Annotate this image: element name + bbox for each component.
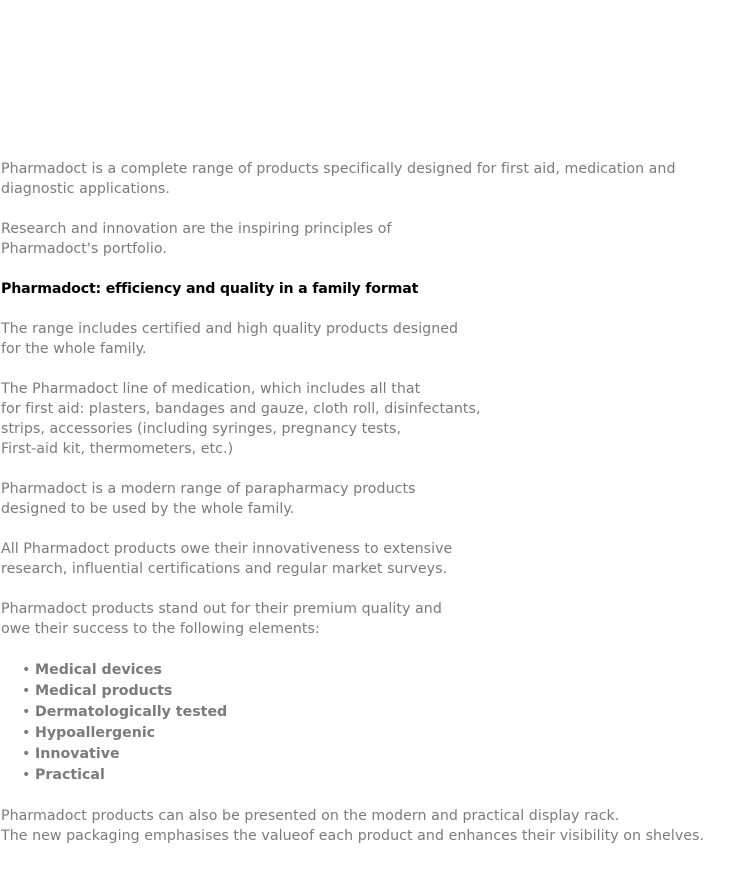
feature-label: Medical devices (35, 662, 162, 678)
text-line: diagnostic applications. (1, 181, 170, 197)
section-heading: Pharmadoct: efficiency and quality in a family format (1, 281, 419, 297)
text-line: strips, accessories (including syringes, pregnancy tests, (1, 421, 402, 437)
range-paragraph (1, 319, 741, 359)
bullet-icon: • (22, 767, 31, 783)
innovation-paragraph (1, 539, 741, 579)
text-line: designed to be used by the whole family. (1, 501, 295, 517)
spacer (1, 359, 741, 379)
text-line: The new packaging emphasises the valueof each product and enhances their visibility on shelves. (1, 828, 705, 844)
intro-paragraph-1 (1, 159, 741, 199)
list-item (1, 765, 741, 786)
feature-label: Innovative (35, 746, 120, 762)
feature-label: Medical products (35, 683, 173, 699)
text-line: The Pharmadoct line of medication, which includes all that (1, 381, 421, 397)
feature-label: Hypoallergenic (35, 725, 156, 741)
text-line: Pharmadoct products stand out for their premium quality and (1, 601, 442, 617)
text-line: owe their success to the following elements: (1, 621, 320, 637)
spacer (1, 299, 741, 319)
text-line: All Pharmadoct products owe their innovativeness to extensive (1, 541, 453, 557)
text-line: Research and innovation are the inspiring principles of (1, 221, 392, 237)
spacer (1, 786, 741, 806)
feature-label: Practical (35, 767, 105, 783)
article-content (1, 159, 741, 846)
list-item (1, 681, 741, 702)
features-list (1, 660, 741, 786)
spacer (1, 639, 741, 659)
bullet-icon: • (22, 725, 31, 741)
text-line: for first aid: plasters, bandages and gauze, cloth roll, disinfectants, (1, 401, 481, 417)
text-line: Pharmadoct is a complete range of products specifically designed for first aid, medication and (1, 161, 676, 177)
text-line: The range includes certified and high quality products designed (1, 321, 459, 337)
closing-paragraph (1, 806, 741, 846)
text-line: research, influential certifications and regular market surveys. (1, 561, 448, 577)
spacer (1, 259, 741, 279)
text-line: Pharmadoct products can also be presented on the modern and practical display rack. (1, 808, 620, 824)
spacer (1, 459, 741, 479)
text-line: for the whole family. (1, 341, 147, 357)
parapharmacy-paragraph (1, 479, 741, 519)
bullet-icon: • (22, 683, 31, 699)
spacer (1, 579, 741, 599)
feature-label: Dermatologically tested (35, 704, 228, 720)
medication-paragraph (1, 379, 741, 459)
text-line: First-aid kit, thermometers, etc.) (1, 441, 234, 457)
spacer (1, 199, 741, 219)
list-item (1, 702, 741, 723)
bullet-icon: • (22, 746, 31, 762)
intro-paragraph-2 (1, 219, 741, 259)
list-item (1, 744, 741, 765)
bullet-icon: • (22, 662, 31, 678)
spacer (1, 519, 741, 539)
quality-paragraph (1, 599, 741, 639)
text-line: Pharmadoct's portfolio. (1, 241, 167, 257)
bullet-icon: • (22, 704, 31, 720)
list-item (1, 723, 741, 744)
list-item (1, 660, 741, 681)
text-line: Pharmadoct is a modern range of parapharmacy products (1, 481, 416, 497)
